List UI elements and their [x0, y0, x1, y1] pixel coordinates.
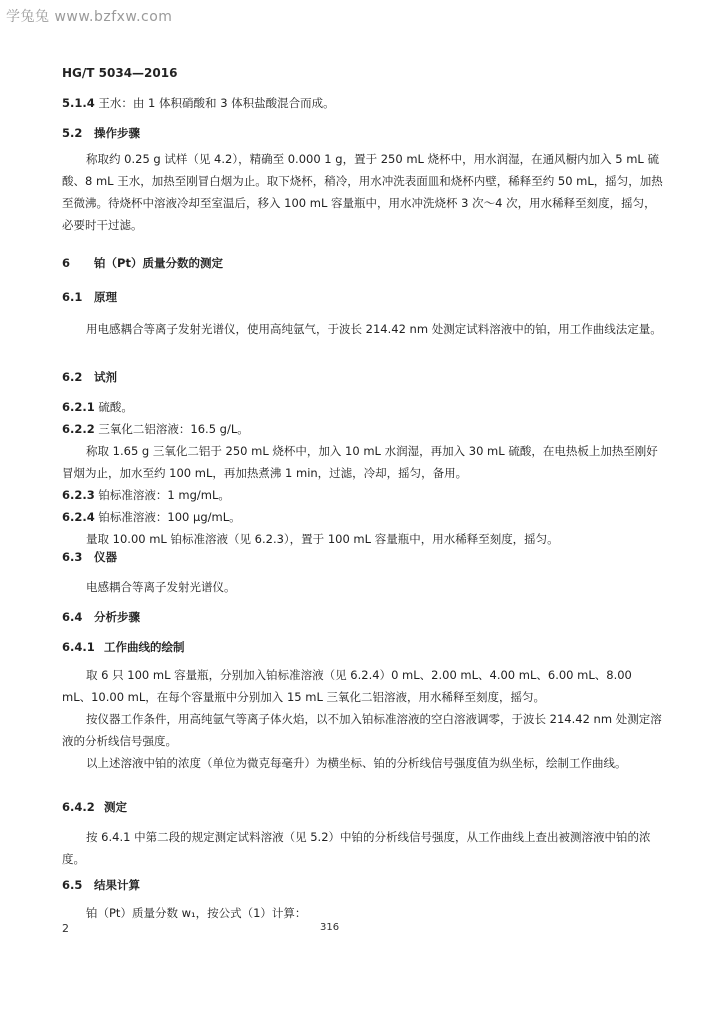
clause-number: 6.2.4 [62, 510, 95, 524]
watermark: 学兔兔 www.bzfxw.com [6, 9, 173, 25]
section-6-4-2-heading [62, 796, 664, 818]
section-6-1-body [62, 318, 664, 340]
section-number: 6 [62, 256, 71, 270]
clause-number: 6.2.2 [62, 422, 95, 436]
section-6-3-body [62, 576, 664, 598]
section-6-3-heading [62, 546, 664, 568]
clause-text: 三氧化二铝溶液：16.5 g/L。 [98, 422, 249, 436]
paragraph: 按仪器工作条件，用高纯氩气等离子体火焰，以不加入铂标准溶液的空白溶液调零，于波长 214.42 nm 处测定溶液的分析线信号强度。 [62, 712, 662, 748]
section-6-4-1-heading [62, 636, 664, 658]
clause-text: 王水：由 1 体积硝酸和 3 体积盐酸混合而成。 [98, 96, 335, 110]
section-number: 6.2 [62, 370, 83, 384]
clause-5-1-4 [62, 92, 664, 114]
paragraph: 按 6.4.1 中第二段的规定测定试料溶液（见 5.2）中铂的分析线信号强度，从工作曲线上查出被测溶液中铂的浓度。 [62, 830, 651, 866]
section-6-4-1-body [62, 664, 664, 774]
section-number: 6.4 [62, 610, 83, 624]
section-6-1-heading [62, 286, 664, 308]
section-6-2-body [62, 396, 664, 550]
section-title: 分析步骤 [94, 610, 141, 624]
paragraph: 铂（Pt）质量分数 w₁，按公式（1）计算： [86, 906, 307, 920]
section-6-4-2-body [62, 826, 664, 870]
section-6-5-heading [62, 874, 664, 896]
standard-code: HG/T 5034—2016 [62, 66, 178, 80]
paragraph: 用电感耦合等离子发射光谱仪，使用高纯氩气，于波长 214.42 nm 处测定试料溶液中的铂，用工作曲线法定量。 [86, 322, 662, 336]
section-title: 铂（Pt）质量分数的测定 [94, 256, 223, 270]
clause-number: 6.2.3 [62, 488, 95, 502]
section-number: 6.1 [62, 290, 83, 304]
section-number: 6.4.1 [62, 640, 95, 654]
section-number: 5.2 [62, 126, 83, 140]
section-6-heading [62, 252, 664, 274]
section-title: 工作曲线的绘制 [104, 640, 185, 654]
section-title: 测定 [104, 800, 128, 814]
clause-text: 铂标准溶液：1 mg/mL。 [98, 488, 230, 502]
section-6-2-heading [62, 366, 664, 388]
section-5-2-body [62, 148, 664, 236]
paragraph: 量取 10.00 mL 铂标准溶液（见 6.2.3），置于 100 mL 容量瓶中，用水稀释至刻度，摇匀。 [86, 532, 559, 546]
section-number: 6.4.2 [62, 800, 95, 814]
section-5-2-heading [62, 122, 664, 144]
clause-number: 6.2.1 [62, 400, 95, 414]
clause-text: 铂标准溶液：100 μg/mL。 [98, 510, 241, 524]
clause-text: 硫酸。 [98, 400, 133, 414]
clause-6-2-3 [62, 484, 664, 506]
clause-number: 5.1.4 [62, 96, 95, 110]
paragraph: 取 6 只 100 mL 容量瓶，分别加入铂标准溶液（见 6.2.4）0 mL、2.00 mL、4.00 mL、6.00 mL、8.00 mL、10.00 mL，在每个容量瓶中分别加入 15 mL 三氧化二铝溶液，用水稀释至刻度，摇匀。 [62, 668, 632, 704]
paragraph: 电感耦合等离子发射光谱仪。 [86, 580, 236, 594]
section-number: 6.5 [62, 878, 83, 892]
section-title: 操作步骤 [94, 126, 141, 140]
clause-6-2-2 [62, 418, 664, 440]
section-title: 原理 [94, 290, 118, 304]
section-title: 试剂 [94, 370, 118, 384]
clause-6-2-4 [62, 506, 664, 528]
paragraph: 称取约 0.25 g 试样（见 4.2），精确至 0.000 1 g，置于 250 mL 烧杯中，用水润湿，在通风橱内加入 5 mL 硫酸、8 mL 王水，加热至刚冒白烟为止。取下烧杯，稍冷，用水冲洗表面皿和烧杯内壁，稀释至约 50 mL，摇匀，加热至微沸。待烧杯中溶液冷却至室温后，移入 100 mL 容量瓶中，用水冲洗烧杯 3 次～4 次，用水稀释至刻度，摇匀，必要时干过滤。 [62, 152, 663, 232]
section-6-4-heading [62, 606, 664, 628]
section-number: 6.3 [62, 550, 83, 564]
paragraph: 称取 1.65 g 三氧化二铝于 250 mL 烧杯中，加入 10 mL 水润湿，再加入 30 mL 硫酸，在电热板上加热至刚好冒烟为止，加水至约 100 mL，再加热煮沸 1 min，过滤，冷却，摇匀，备用。 [62, 444, 658, 480]
paragraph: 以上述溶液中铂的浓度（单位为微克每毫升）为横坐标、铂的分析线信号强度值为纵坐标，绘制工作曲线。 [86, 756, 627, 770]
clause-6-2-1 [62, 396, 664, 418]
section-title: 结果计算 [94, 878, 141, 892]
print-mark: 316 [320, 922, 340, 933]
section-title: 仪器 [94, 550, 118, 564]
section-6-5-body [62, 902, 664, 924]
page-number: 2 [62, 922, 69, 935]
